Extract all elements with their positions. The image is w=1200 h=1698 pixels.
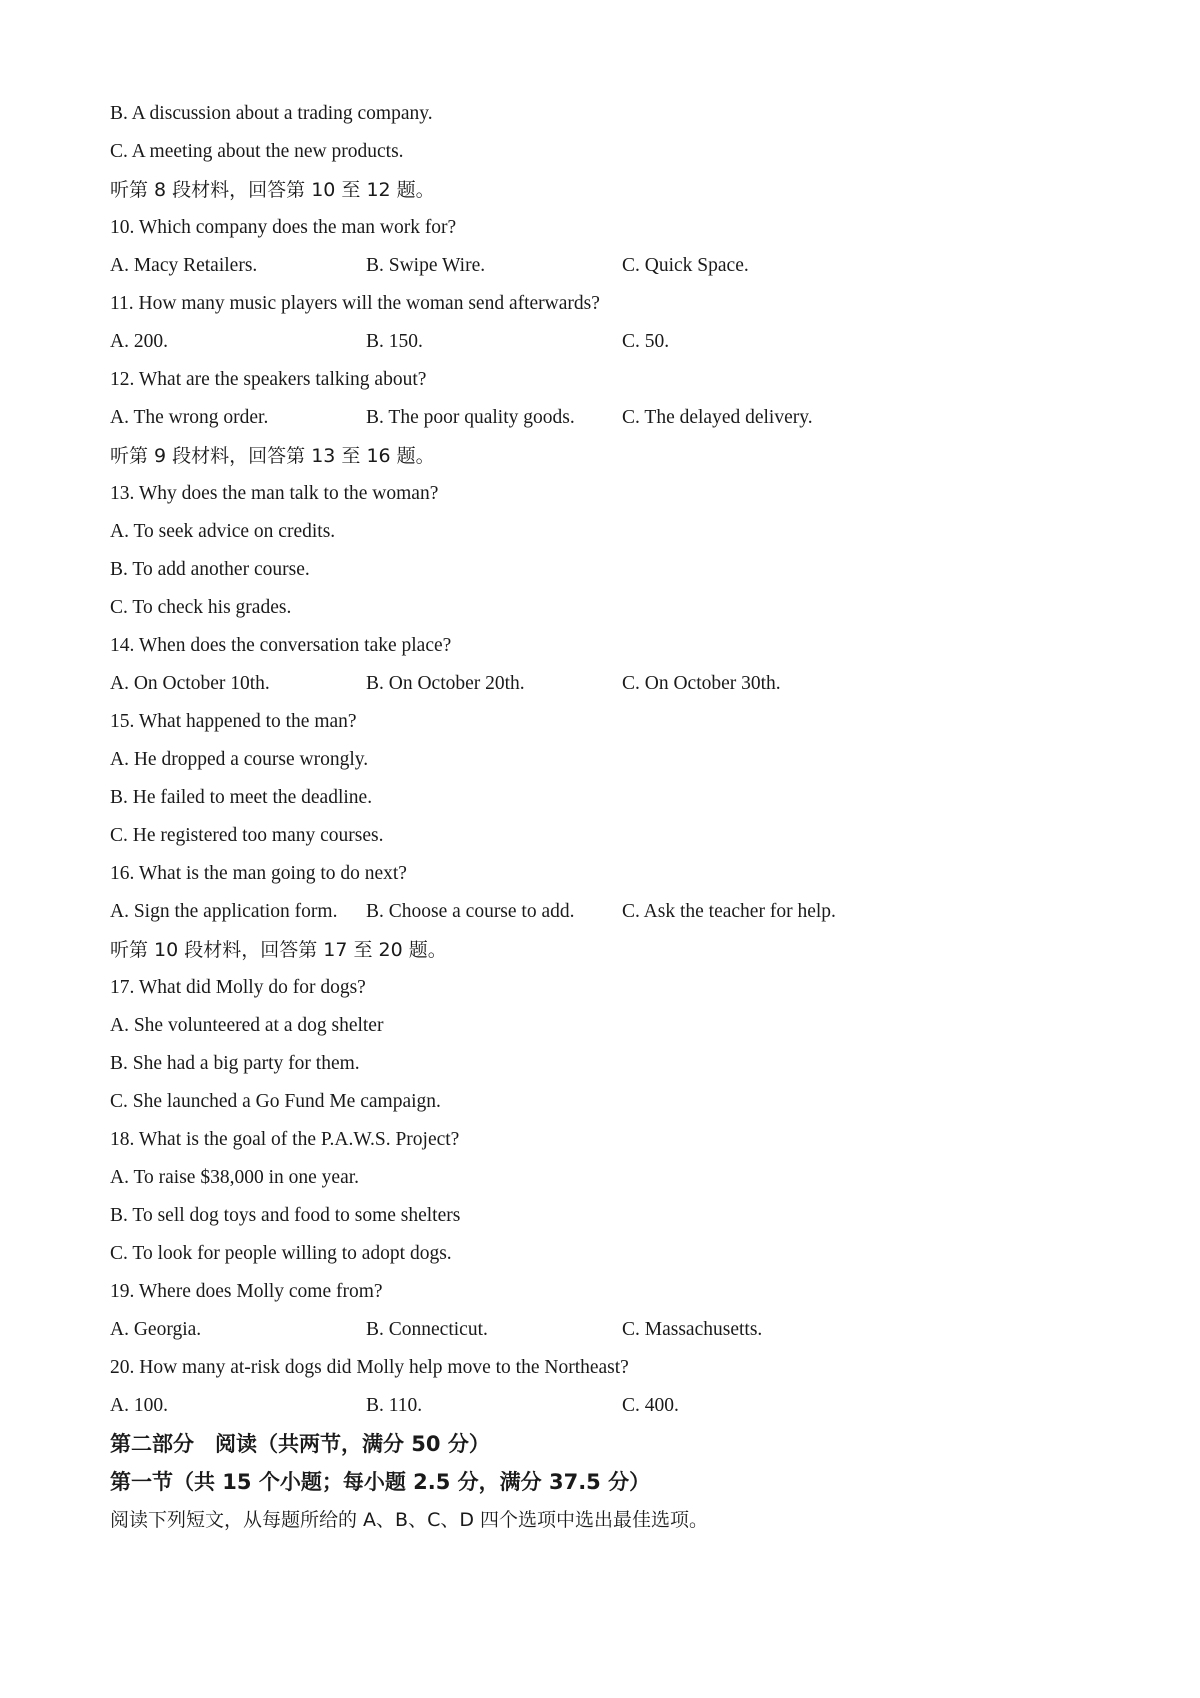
option-b: B. Choose a course to add. bbox=[366, 901, 575, 922]
option-line: C. He registered too many courses. bbox=[110, 825, 384, 846]
option-a: A. 200. bbox=[110, 331, 168, 352]
question-11: 11. How many music players will the woman send afterwards? bbox=[110, 293, 600, 314]
document-page bbox=[110, 95, 1110, 1539]
option-a: A. On October 10th. bbox=[110, 673, 270, 694]
option-a: A. Sign the application form. bbox=[110, 901, 338, 922]
option-b: B. Connecticut. bbox=[366, 1319, 488, 1340]
option-line: C. To look for people willing to adopt dogs. bbox=[110, 1243, 452, 1264]
option-line: B. To sell dog toys and food to some shelters bbox=[110, 1205, 461, 1226]
option-line: B. To add another course. bbox=[110, 559, 310, 580]
option-c: C. Quick Space. bbox=[622, 255, 749, 276]
question-17: 17. What did Molly do for dogs? bbox=[110, 977, 366, 998]
option-a: A. 100. bbox=[110, 1395, 168, 1416]
instruction-line: 听第 8 段材料，回答第 10 至 12 题。 bbox=[110, 179, 435, 201]
option-line: C. A meeting about the new products. bbox=[110, 141, 404, 162]
option-line: A. She volunteered at a dog shelter bbox=[110, 1015, 384, 1036]
option-b: B. Swipe Wire. bbox=[366, 255, 486, 276]
option-c: C. 50. bbox=[622, 331, 670, 352]
answer-options-row bbox=[110, 665, 1110, 703]
question-18: 18. What is the goal of the P.A.W.S. Project? bbox=[110, 1129, 460, 1150]
answer-options-row bbox=[110, 1387, 1110, 1425]
option-c: C. Massachusetts. bbox=[622, 1319, 763, 1340]
option-line: A. He dropped a course wrongly. bbox=[110, 749, 369, 770]
answer-options-row bbox=[110, 247, 1110, 285]
instruction-line: 阅读下列短文，从每题所给的 A、B、C、D 四个选项中选出最佳选项。 bbox=[110, 1509, 709, 1531]
option-c: C. Ask the teacher for help. bbox=[622, 901, 836, 922]
option-c: C. 400. bbox=[622, 1395, 679, 1416]
option-a: A. Macy Retailers. bbox=[110, 255, 258, 276]
option-b: B. 150. bbox=[366, 331, 423, 352]
answer-options-row bbox=[110, 399, 1110, 437]
option-line: A. To seek advice on credits. bbox=[110, 521, 336, 542]
question-12: 12. What are the speakers talking about? bbox=[110, 369, 427, 390]
option-line: A. To raise $38,000 in one year. bbox=[110, 1167, 360, 1188]
option-a: A. Georgia. bbox=[110, 1319, 202, 1340]
question-13: 13. Why does the man talk to the woman? bbox=[110, 483, 439, 504]
instruction-line: 听第 10 段材料，回答第 17 至 20 题。 bbox=[110, 939, 447, 961]
option-line: B. She had a big party for them. bbox=[110, 1053, 360, 1074]
question-16: 16. What is the man going to do next? bbox=[110, 863, 407, 884]
option-b: B. The poor quality goods. bbox=[366, 407, 575, 428]
question-15: 15. What happened to the man? bbox=[110, 711, 357, 732]
question-20: 20. How many at-risk dogs did Molly help move to the Northeast? bbox=[110, 1357, 629, 1378]
question-14: 14. When does the conversation take place? bbox=[110, 635, 452, 656]
option-line: C. She launched a Go Fund Me campaign. bbox=[110, 1091, 441, 1112]
option-c: C. The delayed delivery. bbox=[622, 407, 813, 428]
option-b: B. On October 20th. bbox=[366, 673, 525, 694]
question-19: 19. Where does Molly come from? bbox=[110, 1281, 383, 1302]
answer-options-row bbox=[110, 323, 1110, 361]
answer-options-row bbox=[110, 893, 1110, 931]
section-heading: 第二部分 阅读（共两节，满分 50 分） bbox=[110, 1432, 490, 1456]
option-c: C. On October 30th. bbox=[622, 673, 781, 694]
option-line: B. He failed to meet the deadline. bbox=[110, 787, 373, 808]
section-heading: 第一节（共 15 个小题；每小题 2.5 分，满分 37.5 分） bbox=[110, 1470, 651, 1494]
option-line: C. To check his grades. bbox=[110, 597, 292, 618]
answer-options-row bbox=[110, 1311, 1110, 1349]
question-10: 10. Which company does the man work for? bbox=[110, 217, 457, 238]
option-b: B. 110. bbox=[366, 1395, 423, 1416]
option-line: B. A discussion about a trading company. bbox=[110, 103, 433, 124]
instruction-line: 听第 9 段材料，回答第 13 至 16 题。 bbox=[110, 445, 435, 467]
option-a: A. The wrong order. bbox=[110, 407, 269, 428]
